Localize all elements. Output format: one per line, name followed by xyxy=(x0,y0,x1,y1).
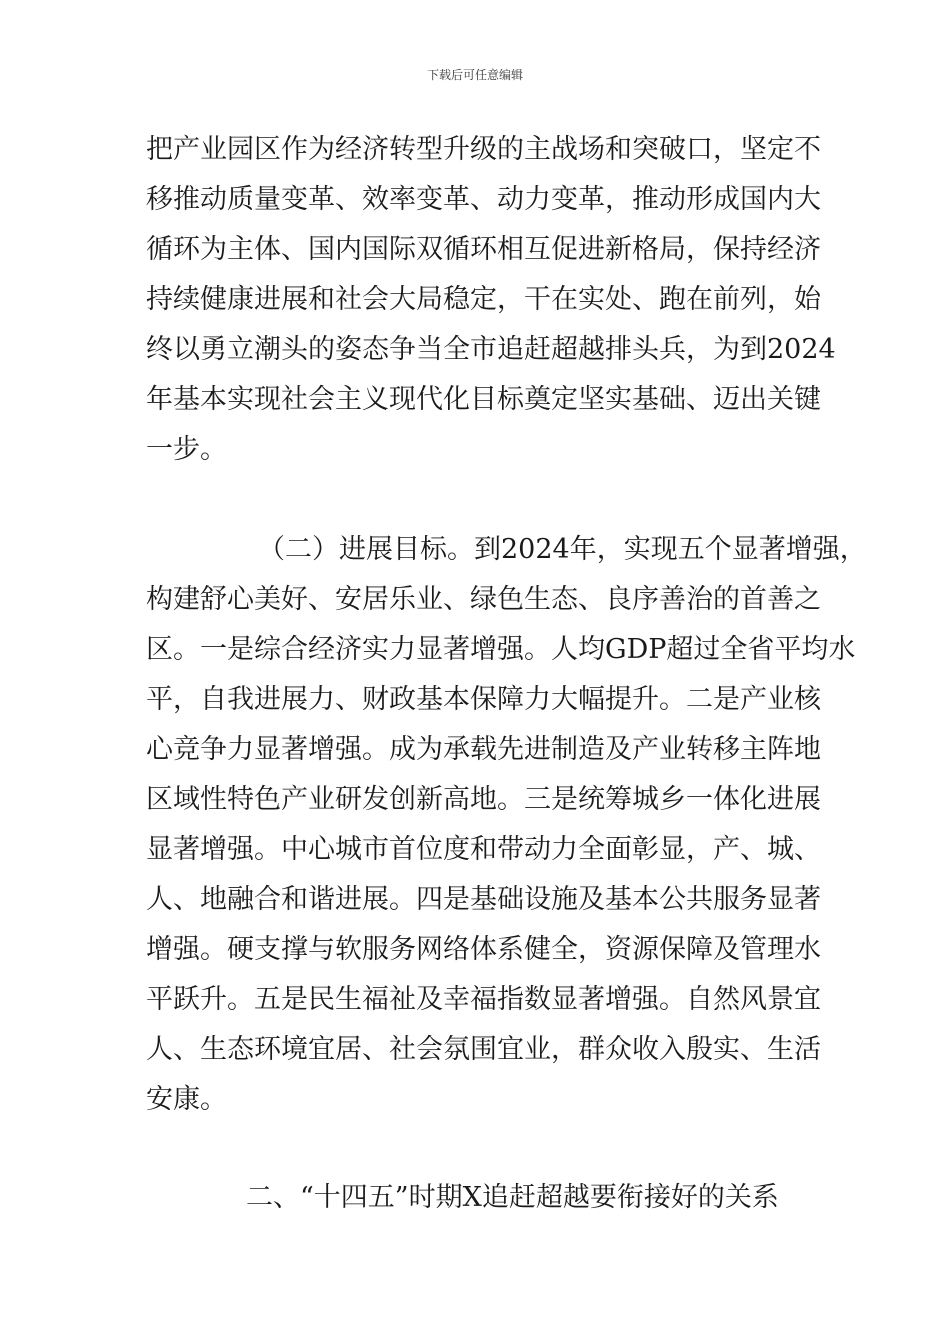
paragraph-line: 平跃升。五是民生福祉及幸福指数显著增强。自然风景宜 xyxy=(146,984,821,1015)
paragraph-line: 心竞争力显著增强。成为承载先进制造及产业转移主阵地 xyxy=(146,734,821,765)
paragraph-line: 一步。 xyxy=(146,434,227,465)
paragraph-line: （二）进展目标。到2024年，实现五个显著增强， xyxy=(258,534,867,565)
paragraph-line: 人、地融合和谐进展。四是基础设施及基本公共服务显著 xyxy=(146,884,821,915)
paragraph-line: 构建舒心美好、安居乐业、绿色生态、良序善治的首善之 xyxy=(146,584,821,615)
paragraph-line: 人、生态环境宜居、社会氛围宜业，群众收入殷实、生活 xyxy=(146,1034,821,1065)
paragraph-line: 把产业园区作为经济转型升级的主战场和突破口，坚定不 xyxy=(146,134,821,165)
paragraph-line: 安康。 xyxy=(146,1084,227,1115)
paragraph-line: 增强。硬支撑与软服务网络体系健全，资源保障及管理水 xyxy=(146,934,821,965)
paragraph-line: 区域性特色产业研发创新高地。三是统筹城乡一体化进展 xyxy=(146,784,821,815)
paragraph-line: 区。一是综合经济实力显著增强。人均GDP超过全省平均水 xyxy=(146,634,856,665)
paragraph-line: 显著增强。中心城市首位度和带动力全面彰显，产、城、 xyxy=(146,834,821,865)
paragraph-line: 年基本实现社会主义现代化目标奠定坚实基础、迈出关键 xyxy=(146,384,821,415)
paragraph-line: 平，自我进展力、财政基本保障力大幅提升。二是产业核 xyxy=(146,684,821,715)
paragraph-line: 终以勇立潮头的姿态争当全市追赶超越排头兵，为到2024 xyxy=(146,334,836,365)
paragraph-line: 移推动质量变革、效率变革、动力变革，推动形成国内大 xyxy=(146,184,821,215)
paragraph-line: 持续健康进展和社会大局稳定，干在实处、跑在前列，始 xyxy=(146,284,821,315)
section-heading: 二、“十四五”时期X追赶超越要衔接好的关系 xyxy=(246,1182,779,1213)
page-header-note: 下载后可任意编辑 xyxy=(426,68,523,82)
paragraph-line: 循环为主体、国内国际双循环相互促进新格局，保持经济 xyxy=(146,234,821,265)
